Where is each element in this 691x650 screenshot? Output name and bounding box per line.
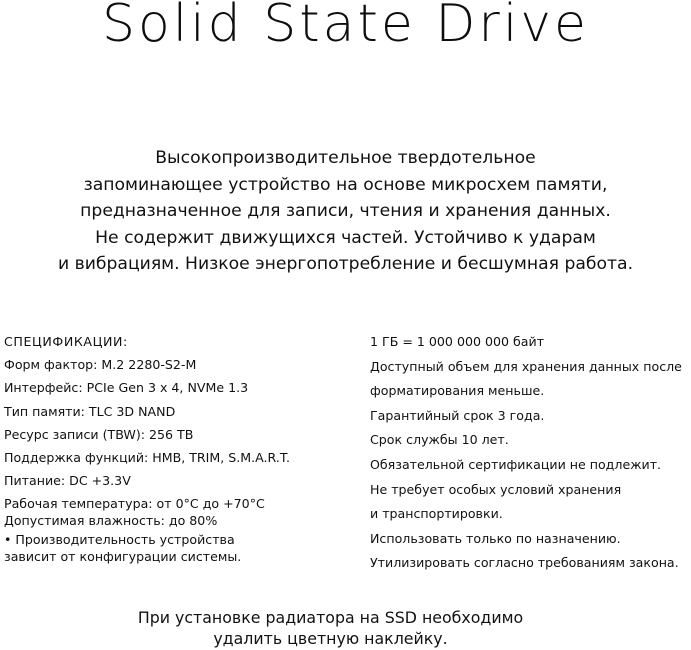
spec-temperature: Рабочая температура: от 0°C до +70°C bbox=[4, 496, 265, 512]
info-list bbox=[370, 330, 688, 576]
info-line: Доступный объем для хранения данных после bbox=[370, 358, 682, 374]
spec-form-factor: Форм фактор: M.2 2280-S2-M bbox=[4, 357, 197, 373]
info-line: Не требует особых условий хранения bbox=[370, 481, 622, 497]
description-line: и вибрациям. Низкое энергопотребление и бесшумная работа. bbox=[57, 254, 634, 274]
spec-tbw: Ресурс записи (TBW): 256 TB bbox=[4, 426, 194, 442]
radiator-notice bbox=[0, 608, 661, 649]
specifications-list bbox=[4, 330, 334, 565]
info-line: Использовать только по назначению. bbox=[370, 530, 621, 546]
performance-note: зависит от конфигурации системы. bbox=[4, 548, 242, 564]
description-line: Высокопроизводительное твердотельное bbox=[155, 148, 536, 168]
product-title: Solid State Drive bbox=[101, 0, 590, 54]
product-description bbox=[0, 145, 691, 278]
performance-note: • Производительность устройства bbox=[4, 532, 235, 548]
info-line: и транспортировки. bbox=[370, 506, 503, 522]
spec-memory-type: Тип памяти: TLC 3D NAND bbox=[4, 403, 176, 419]
info-line: Гарантийный срок 3 года. bbox=[370, 407, 545, 423]
description-line: запоминающее устройство на основе микросхем памяти, bbox=[83, 174, 608, 195]
notice-line: удалить цветную наклейку. bbox=[213, 628, 448, 648]
spec-features: Поддержка функций: HMB, TRIM, S.M.A.R.T. bbox=[4, 450, 291, 466]
spec-humidity: Допустимая влажность: до 80% bbox=[4, 512, 218, 528]
spec-power: Питание: DC +3.3V bbox=[4, 473, 131, 489]
info-line: форматирования меньше. bbox=[370, 383, 545, 399]
specifications-heading: СПЕЦИФИКАЦИИ: bbox=[4, 334, 128, 349]
description-line: Не содержит движущихся частей. Устойчиво к ударам bbox=[95, 227, 596, 248]
info-line: Утилизировать согласно требованиям закона. bbox=[370, 555, 679, 571]
notice-line: При установке радиатора на SSD необходимо bbox=[137, 608, 524, 627]
info-line: Срок службы 10 лет. bbox=[370, 432, 509, 448]
info-line: 1 ГБ = 1 000 000 000 байт bbox=[370, 334, 545, 349]
spec-interface: Интерфейс: PCIe Gen 3 x 4, NVMe 1.3 bbox=[4, 380, 249, 396]
description-line: предназначенное для записи, чтения и хранения данных. bbox=[80, 201, 611, 221]
info-line: Обязательной сертификации не подлежит. bbox=[370, 456, 662, 472]
